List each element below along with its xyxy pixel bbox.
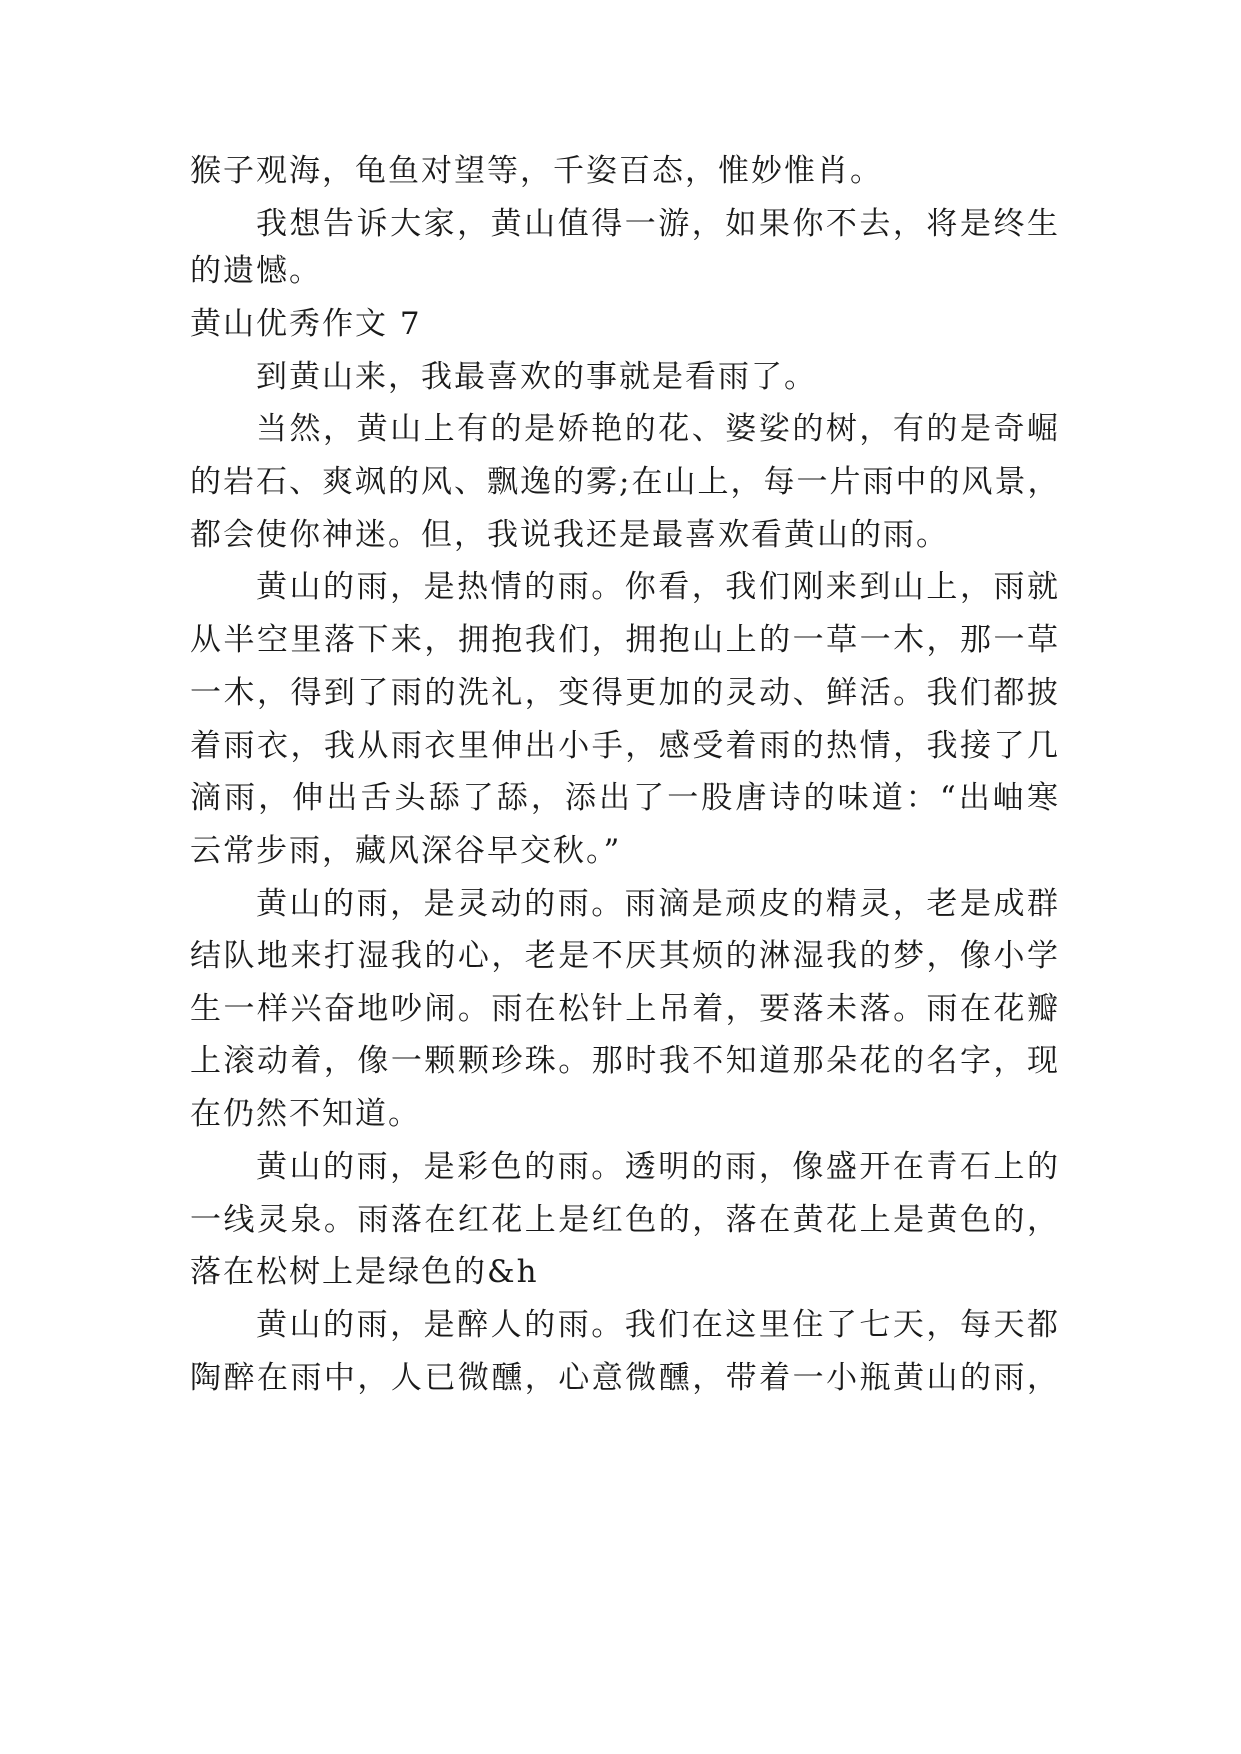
text-line: 黄山的雨，是热情的雨。你看，我们刚来到山上，雨就 — [256, 569, 1060, 605]
text-line: 滴雨，伸出舌头舔了舔，添出了一股唐诗的味道：“出岫寒 — [190, 780, 1060, 816]
text-line: 黄山的雨，是醉人的雨。我们在这里住了七天，每天都 — [256, 1307, 1060, 1343]
text-line: 在仍然不知道。 — [190, 1096, 421, 1132]
section-heading: 黄山优秀作文 7 — [190, 306, 422, 342]
text-line: 都会使你神迷。但，我说我还是最喜欢看黄山的雨。 — [190, 517, 949, 553]
text-line: 云常步雨，藏风深谷早交秋。” — [190, 833, 622, 869]
text-line: 当然，黄山上有的是娇艳的花、婆娑的树，有的是奇崛 — [256, 411, 1060, 447]
text-line: 从半空里落下来，拥抱我们，拥抱山上的一草一木，那一草 — [190, 622, 1060, 658]
text-line: 结队地来打湿我的心，老是不厌其烦的淋湿我的梦，像小学 — [190, 938, 1060, 974]
text-line: 的遗憾。 — [190, 253, 322, 289]
text-line: 落在松树上是绿色的&h — [190, 1254, 539, 1290]
text-line: 黄山的雨，是彩色的雨。透明的雨，像盛开在青石上的 — [256, 1149, 1060, 1185]
text-line: 上滚动着，像一颗颗珍珠。那时我不知道那朵花的名字，现 — [190, 1043, 1060, 1079]
text-line: 到黄山来，我最喜欢的事就是看雨了。 — [256, 359, 817, 395]
text-line: 陶醉在雨中，人已微醺，心意微醺，带着一小瓶黄山的雨， — [190, 1360, 1060, 1396]
text-line: 的岩石、爽飒的风、飘逸的雾;在山上，每一片雨中的风景， — [190, 464, 1061, 500]
text-line: 着雨衣，我从雨衣里伸出小手，感受着雨的热情，我接了几 — [190, 728, 1060, 764]
text-line: 一线灵泉。雨落在红花上是红色的，落在黄花上是黄色的， — [190, 1202, 1060, 1238]
text-line: 生一样兴奋地吵闹。雨在松针上吊着，要落未落。雨在花瓣 — [190, 991, 1060, 1027]
text-line: 黄山的雨，是灵动的雨。雨滴是顽皮的精灵，老是成群 — [256, 886, 1060, 922]
text-line: 猴子观海，龟鱼对望等，千姿百态，惟妙惟肖。 — [190, 153, 883, 189]
text-line: 我想告诉大家，黄山值得一游，如果你不去，将是终生 — [256, 206, 1060, 242]
text-line: 一木，得到了雨的洗礼，变得更加的灵动、鲜活。我们都披 — [190, 675, 1060, 711]
